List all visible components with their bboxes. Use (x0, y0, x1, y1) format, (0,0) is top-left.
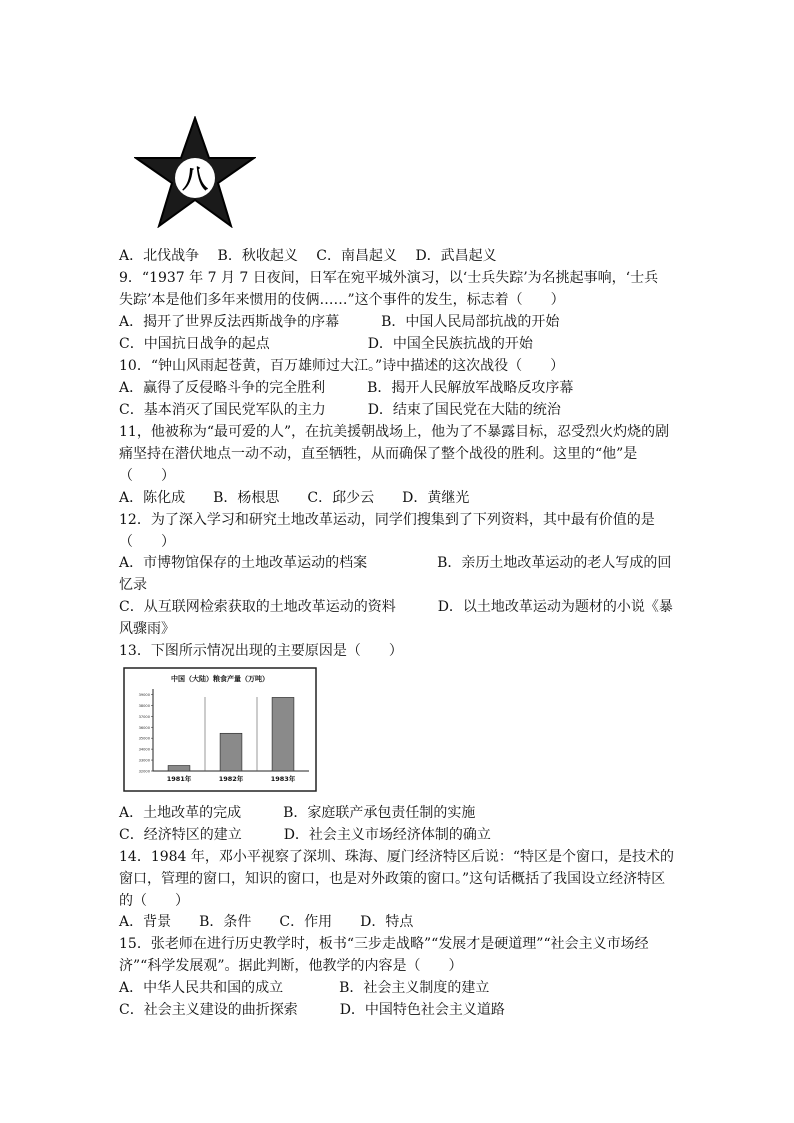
q9-options-2: C．中国抗日战争的起点 D．中国全民族抗战的开始 (119, 336, 533, 352)
q15-options-1: A．中华人民共和国的成立 B．社会主义制度的建立 (119, 980, 490, 996)
q12-stem-2: （ ） (119, 534, 175, 550)
q9-stem-1: 9．“1937 年 7 月 7 日夜间，日军在宛平城外演习，以‘士兵失踪’为名挑起事响，‘士兵 (119, 270, 659, 286)
q10-options-2: C．基本消灭了国民党军队的主力 D．结束了国民党在大陆的统治 (119, 402, 561, 418)
y-tick-label: 33000 (138, 758, 150, 763)
q11-stem-3: （ ） (119, 468, 175, 484)
bar-1982年 (220, 733, 242, 771)
star-icon (134, 116, 256, 228)
q11-options: A．陈化成 B．杨根思 C．邱少云 D．黄继光 (119, 490, 470, 506)
x-category-label: 1983年 (270, 775, 296, 783)
q9-stem-2: 失踪’本是他们多年来惯用的伎俩……”这个事件的发生，标志着（ ） (119, 292, 565, 308)
bar-1981年 (168, 766, 190, 771)
q11-stem-2: 痛坚持在潜伏地点一动不动，直至牺牲，从而确保了整个战役的胜利。这里的“他”是 (119, 446, 638, 462)
y-tick-label: 34000 (138, 747, 150, 752)
y-tick-label: 32000 (138, 769, 150, 774)
chart-title: 中国（大陆）粮食产量（万吨） (171, 675, 269, 683)
y-tick-label: 38000 (138, 703, 150, 708)
q12-options-1b: 忆录 (119, 577, 147, 593)
q12-options-1: A．市博物馆保存的土地改革运动的档案 B．亲历土地改革运动的老人写成的回 (119, 555, 672, 571)
grain-output-chart (123, 667, 317, 792)
q15-options-2: C．社会主义建设的曲折探索 D．中国特色社会主义道路 (119, 1002, 505, 1018)
q8-options: A．北伐战争 B．秋收起义 C．南昌起义 D．武昌起义 (119, 248, 497, 264)
q12-stem-1: 12．为了深入学习和研究土地改革运动，同学们搜集到了下列资料，其中最有价值的是 (119, 512, 655, 528)
q10-stem: 10．“钟山风雨起苍黄，百万雄师过大江。”诗中描述的这次战役（ ） (119, 358, 565, 374)
q14-options: A．背景 B．条件 C．作用 D．特点 (119, 914, 414, 930)
y-tick-label: 35000 (138, 736, 150, 741)
q13-options-1: A．土地改革的完成 B．家庭联产承包责任制的实施 (119, 805, 476, 821)
q13-options-2: C．经济特区的建立 D．社会主义市场经济体制的确立 (119, 827, 491, 843)
y-tick-label: 39000 (138, 692, 150, 697)
q12-options-2b: 风骤雨》 (119, 621, 175, 637)
y-tick-label: 36000 (138, 725, 150, 730)
q11-stem-1: 11，他被称为“最可爱的人”，在抗美援朝战场上，他为了不暴露目标，忍受烈火灼烧的剧 (119, 424, 670, 440)
q10-options-1: A．赢得了反侵略斗争的完全胜利 B．揭开人民解放军战略反攻序幕 (119, 380, 574, 396)
q12-options-2: C．从互联网检索获取的土地改革运动的资料 D．以土地改革运动为题材的小说《暴 (119, 599, 673, 615)
q13-stem: 13．下图所示情况出现的主要原因是（ ） (119, 643, 403, 659)
x-category-label: 1982年 (218, 775, 244, 783)
y-tick-label: 37000 (138, 714, 150, 719)
q14-stem-2: 窗口，管理的窗口，知识的窗口，也是对外政策的窗口。”这句话概括了我国设立经济特区 (119, 871, 666, 887)
badge-glyph: 八 (181, 165, 209, 195)
q15-stem-2: 济”“科学发展观”。据此判断，他教学的内容是（ ） (119, 958, 463, 974)
q15-stem-1: 15．张老师在进行历史教学时，板书“三步走战略”“发展才是硬道理”“社会主义市场经 (119, 936, 649, 952)
star-badge-image (134, 116, 256, 228)
bar-1983年 (272, 697, 294, 771)
q9-options-1: A．揭开了世界反法西斯战争的序幕 B．中国人民局部抗战的开始 (119, 314, 560, 330)
q14-stem-1: 14．1984 年，邓小平视察了深圳、珠海、厦门经济特区后说：“特区是个窗口，是技术的 (119, 849, 675, 865)
chart-svg (123, 667, 317, 792)
q14-stem-3: 的（ ） (119, 893, 189, 909)
x-category-label: 1981年 (166, 775, 192, 783)
